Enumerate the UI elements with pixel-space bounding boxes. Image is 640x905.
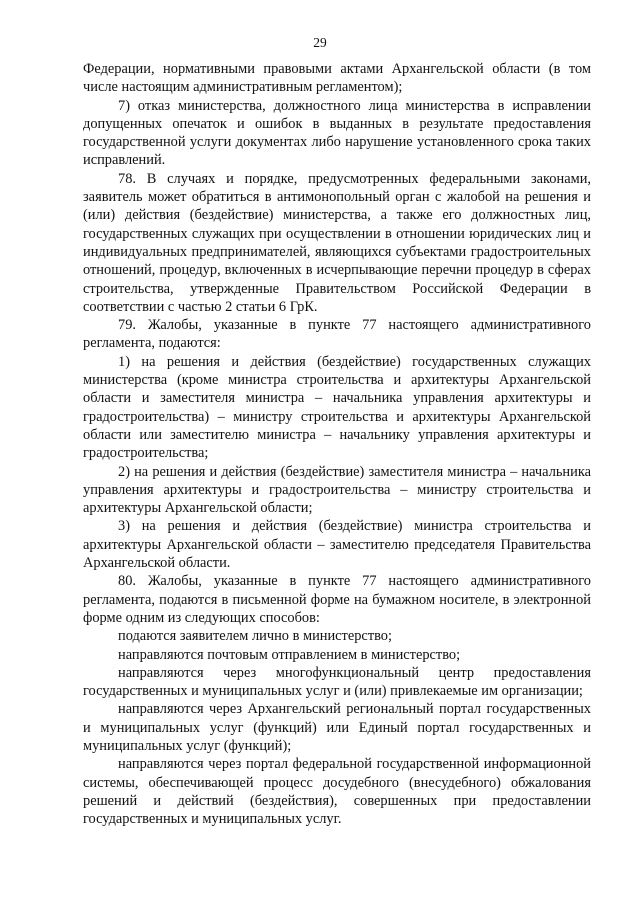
paragraph-80-method-federal-portal: направляются через портал федеральной государственной информационной системы, обеспечивающей процесс досудебного (внесудебного) обжалования решений и действий (бездействия), совершенных при предоставлении государственных и муниципальных услуг. [83, 756, 591, 828]
paragraph-79: 79. Жалобы, указанные в пункте 77 настоящего административного регламента, подаются: [83, 317, 591, 352]
paragraph-79-item-1: 1) на решения и действия (бездействие) государственных служащих министерства (кроме министра строительства и архитектуры Архангельской области и заместителя министра – начальника управления архитектуры и градостроительства) – министру строительства и архитектуры Архангельской области или заместителю министра – начальнику управления архитектуры и градостроительства; [83, 353, 591, 462]
paragraph-78: 78. В случаях и порядке, предусмотренных федеральными законами, заявитель может обратиться в антимонопольный орган с жалобой на решения и (или) действия (бездействие) министерства, а также его должностных лиц, государственных служащих при осуществлении в отношении юридических лиц и индивидуальных предпринимателей, являющихся субъектами градостроительных отношений, процедур, включенных в исчерпывающие перечни процедур в сферах строительства, утвержденные Правительством Российской Федерации в соответствии с частью 2 статьи 6 ГрК. [83, 170, 591, 315]
document-body [83, 60, 591, 828]
paragraph-79-item-2: 2) на решения и действия (бездействие) заместителя министра – начальника управления архитектуры и градостроительства – министру строительства и архитектуры Архангельской области; [83, 463, 591, 517]
paragraph-80-method-mfc: направляются через многофункциональный центр предоставления государственных и муниципальных услуг и (или) привлекаемые им организации; [83, 664, 591, 700]
paragraph-80-method-post: направляются почтовым отправлением в министерство; [118, 646, 461, 663]
paragraph-80-method-in-person: подаются заявителем лично в министерство; [118, 628, 392, 645]
page-number: 29 [313, 35, 327, 50]
paragraph-item-7: 7) отказ министерства, должностного лица министерства в исправлении допущенных опечаток и ошибок в выданных в результате предоставления государственной услуги документах либо нарушение установленного срока таких исправлений. [83, 97, 591, 169]
paragraph-80: 80. Жалобы, указанные в пункте 77 настоящего административного регламента, подаются в письменной форме на бумажном носителе, в электронной форме одним из следующих способов: [83, 573, 591, 626]
paragraph-continuation: Федерации, нормативными правовыми актами Архангельской области (в том числе настоящим административным регламентом); [83, 61, 591, 96]
paragraph-79-item-3: 3) на решения и действия (бездействие) министра строительства и архитектуры Архангельской области – заместителю председателя Правительства Архангельской области. [83, 518, 591, 572]
paragraph-80-method-regional-portal: направляются через Архангельский региональный портал государственных и муниципальных услуг (функций) или Единый портал государственных и муниципальных услуг (функций); [83, 701, 591, 754]
